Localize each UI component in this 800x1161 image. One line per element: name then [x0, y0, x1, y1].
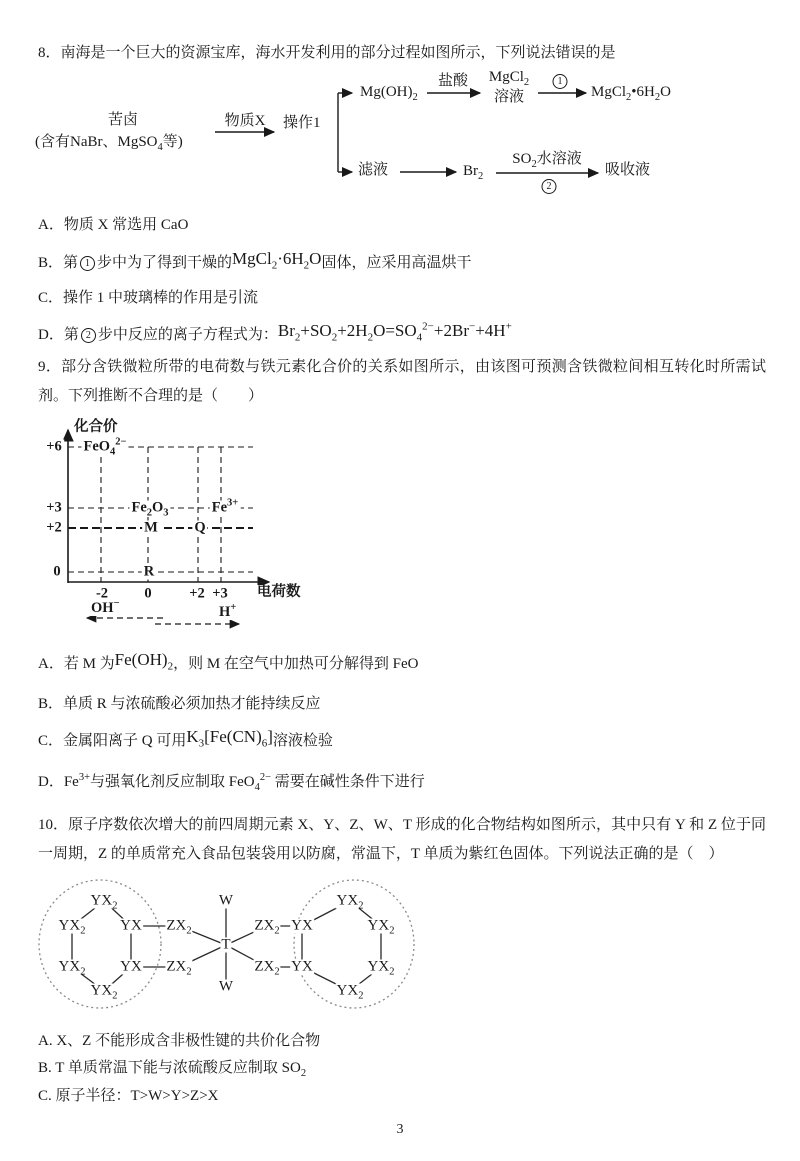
q8-option-d: D．第 2 步中反应的离子方程式为：$Br_2+SO_2+2H_2O=SO_4^{2-}+2Br^-+4H^+$: [38, 320, 512, 344]
flow-source-detail: (含有NaBr、MgSO$_4$等): [35, 134, 183, 153]
page-number: 3: [396, 1122, 404, 1137]
struct-node-zx2: $ZX_2$: [254, 917, 280, 937]
flow-step1-label: 物质X: [224, 113, 266, 129]
q8-option-a: A．物质 X 常选用 CaO: [38, 217, 189, 233]
flow-top-node1: $Mg(OH)_2$: [360, 84, 418, 103]
q9-option-b: B．单质 R 与浓硫酸必须加热才能持续反应: [38, 696, 321, 712]
flow-bottom-arrow-reagent: $SO_2$水溶液: [512, 151, 582, 170]
struct-node-yx2: $YX_2$: [90, 892, 118, 912]
flow-op1-label: 操作1: [283, 115, 321, 131]
struct-node-w: W: [218, 978, 234, 995]
struct-node-yx: YX: [120, 917, 142, 934]
q9-oh-label: OH−: [91, 598, 120, 616]
flow-top-node3: $MgCl_2•6H_2O$: [591, 84, 671, 103]
struct-node-zx2: $ZX_2$: [166, 958, 192, 978]
flow-source-name: 苦卤: [107, 112, 139, 128]
q8-stem: 8．南海是一个巨大的资源宝库，海水开发利用的部分过程如图所示，下列说法错误的是: [38, 45, 616, 61]
q9-point-fe2o3: $Fe_2O_3$: [131, 499, 169, 519]
struct-node-yx2: $YX_2$: [367, 958, 395, 978]
q9-ytick-6: +6: [46, 438, 62, 455]
q8-flow-diagram: [30, 70, 770, 212]
struct-node-yx2: $YX_2$: [336, 982, 364, 1002]
q8-option-b: B．第 1 步中为了得到干燥的$MgCl_2\cdot 6H_2O$固体，应采用高温烘干: [38, 249, 472, 272]
struct-node-zx2: $ZX_2$: [166, 917, 192, 937]
flow-bottom-arrow-step: 2: [540, 177, 559, 195]
q9-option-d: D．$Fe^{3+}$与强氧化剂反应制取 FeO$_4^{2-}$ 需要在碱性条件下进行: [38, 772, 425, 793]
q9-option-a: A．若 M 为$Fe(OH)_2$，则 M 在空气中加热可分解得到 FeO: [38, 650, 419, 673]
q9-xtick-0: 0: [144, 585, 152, 602]
q9-ytick-2: +2: [46, 519, 62, 536]
q9-point-m: M: [144, 519, 158, 536]
struct-node-zx2: $ZX_2$: [254, 958, 280, 978]
q9-ytick-3: +3: [46, 499, 62, 516]
q10-option-a: A. X、Z 不能形成含非极性键的共价化合物: [38, 1033, 321, 1049]
flow-top-arrow1-label: 盐酸: [437, 73, 469, 89]
struct-node-w: W: [218, 892, 234, 909]
q9-h-label: H+: [219, 602, 237, 620]
q9-chart: [45, 419, 380, 637]
q9-chart-xlabel: 电荷数: [257, 584, 301, 600]
struct-node-yx2: $YX_2$: [367, 917, 395, 937]
q9-point-r: R: [143, 563, 155, 580]
flow-bottom-node1: 滤液: [358, 162, 389, 178]
q10-option-c: C. 原子半径：T>W>Y>Z>X: [38, 1088, 219, 1104]
struct-node-yx2: $YX_2$: [336, 892, 364, 912]
q9-ytick-0: 0: [53, 563, 61, 580]
flow-bottom-node2: $Br_2$: [463, 163, 484, 182]
q9-point-q: Q: [194, 519, 206, 536]
q9-option-c: C．金属阳离子 Q 可用$K_3[Fe(CN)_6]$溶液检验: [38, 727, 333, 750]
flow-bottom-node3: 吸收液: [605, 162, 651, 178]
struct-node-yx2: $YX_2$: [90, 982, 118, 1002]
q9-stem: 9．部分含铁微粒所带的电荷数与铁元素化合价的关系如图所示，由该图可预测含铁微粒间相互转化时所需试剂。下列推断不合理的是（ ）: [38, 359, 766, 404]
q9-point-feo4: FeO$_4^{2-}$: [83, 436, 127, 458]
struct-node-yx2: $YX_2$: [58, 917, 86, 937]
q10-stem: 10．原子序数依次增大的前四周期元素 X、Y、Z、W、T 形成的化合物结构如图所示，其中只有 Y 和 Z 位于同一周期，Z 的单质常充入食品包装袋用以防腐，常温下，T 单质为紫红色固体。下列说法正确的是（ ）: [38, 817, 766, 862]
q9-xtick-p3: +3: [212, 585, 228, 602]
flow-top-node2-line1: MgCl$_2$: [488, 69, 530, 88]
q8-option-c: C．操作 1 中玻璃棒的作用是引流: [38, 290, 259, 306]
flow-top-node2-line2: 溶液: [493, 89, 525, 105]
q9-xtick-m2: -2: [95, 585, 109, 602]
q9-point-fe3: $Fe^{3+}$: [211, 497, 239, 516]
q9-chart-ylabel: 化合价: [74, 419, 118, 435]
flow-top-arrow2-label: 1: [551, 72, 570, 90]
struct-node-yx: YX: [291, 917, 313, 934]
struct-node-t: T: [221, 936, 231, 953]
q10-option-b: B. T 单质常温下能与浓硫酸反应制取 $SO_2$: [38, 1060, 307, 1079]
q10-structure-diagram: [38, 876, 438, 1026]
struct-node-yx: YX: [291, 958, 313, 975]
struct-node-yx2: $YX_2$: [58, 958, 86, 978]
struct-node-yx: YX: [120, 958, 142, 975]
q9-xtick-p2: +2: [189, 585, 205, 602]
